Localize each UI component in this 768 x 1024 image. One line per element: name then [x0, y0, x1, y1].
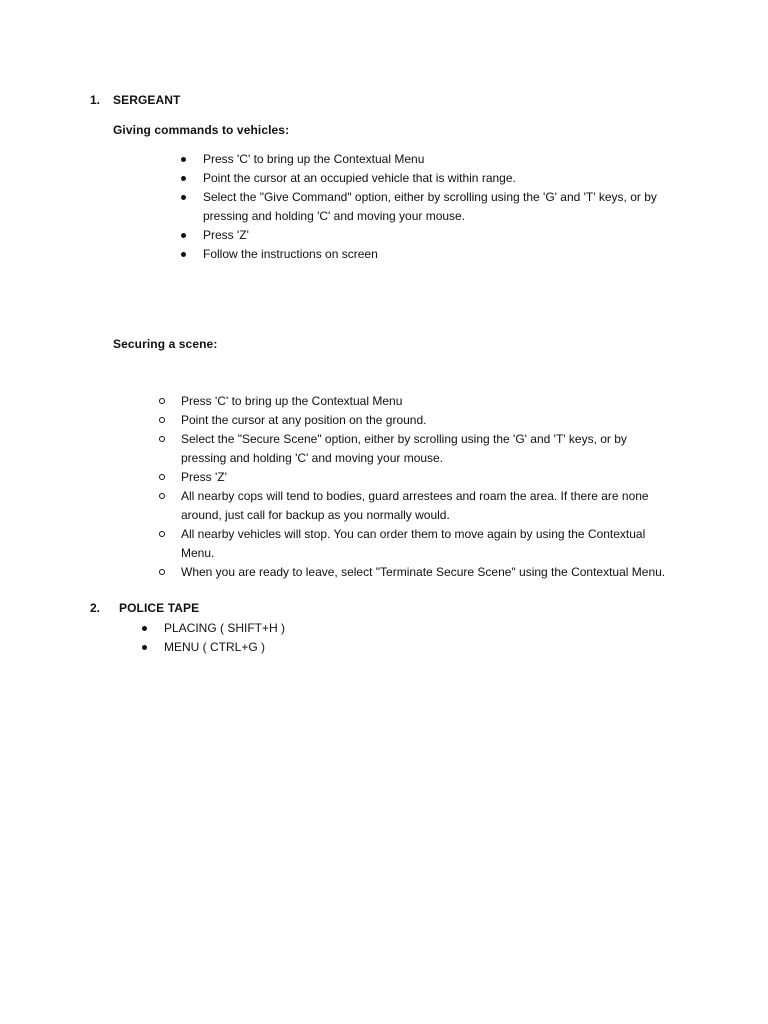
list-item: Select the "Secure Scene" option, either by scrolling using the 'G' and 'T' keys, or by pressing and holding 'C' and moving your mouse.: [181, 430, 671, 468]
bullet-circle-icon: [159, 493, 165, 499]
bullet-dot-icon: [181, 233, 186, 238]
list-item: PLACING ( SHIFT+H ): [164, 619, 464, 638]
section-1-number: 1.: [90, 93, 101, 107]
bullet-circle-icon: [159, 474, 165, 480]
list-item: Point the cursor at an occupied vehicle that is within range.: [203, 169, 683, 188]
list-item: Point the cursor at any position on the ground.: [181, 411, 671, 430]
bullet-dot-icon: [142, 645, 147, 650]
securing-scene-list: [181, 392, 671, 582]
list-item: Press 'C' to bring up the Contextual Menu: [181, 392, 671, 411]
list-item: Follow the instructions on screen: [203, 245, 683, 264]
list-item: MENU ( CTRL+G ): [164, 638, 464, 657]
bullet-circle-icon: [159, 531, 165, 537]
list-item: Press 'Z': [203, 226, 683, 245]
list-item: Press 'C' to bring up the Contextual Menu: [203, 150, 683, 169]
section-2-title: POLICE TAPE: [119, 601, 200, 615]
subsection-securing-scene-heading: Securing a scene:: [113, 337, 218, 351]
police-tape-list: [164, 619, 464, 657]
list-item: Press 'Z': [181, 468, 671, 487]
bullet-circle-icon: [159, 436, 165, 442]
list-item: Select the "Give Command" option, either by scrolling using the 'G' and 'T' keys, or by pressing and holding 'C' and moving your mouse.: [203, 188, 683, 226]
section-1-title: SERGEANT: [113, 93, 181, 107]
bullet-circle-icon: [159, 417, 165, 423]
list-item: When you are ready to leave, select "Terminate Secure Scene" using the Contextual Menu.: [181, 563, 671, 582]
bullet-circle-icon: [159, 569, 165, 575]
bullet-dot-icon: [181, 195, 186, 200]
bullet-dot-icon: [181, 252, 186, 257]
list-item: All nearby vehicles will stop. You can order them to move again by using the Contextual Menu.: [181, 525, 671, 563]
bullet-dot-icon: [181, 157, 186, 162]
list-item: All nearby cops will tend to bodies, guard arrestees and roam the area. If there are none around, just call for backup as you normally would.: [181, 487, 671, 525]
bullet-dot-icon: [142, 626, 147, 631]
bullet-circle-icon: [159, 398, 165, 404]
bullet-dot-icon: [181, 176, 186, 181]
giving-commands-list: [203, 150, 683, 264]
subsection-giving-commands-heading: Giving commands to vehicles:: [113, 123, 290, 137]
section-2-number: 2.: [90, 601, 101, 615]
